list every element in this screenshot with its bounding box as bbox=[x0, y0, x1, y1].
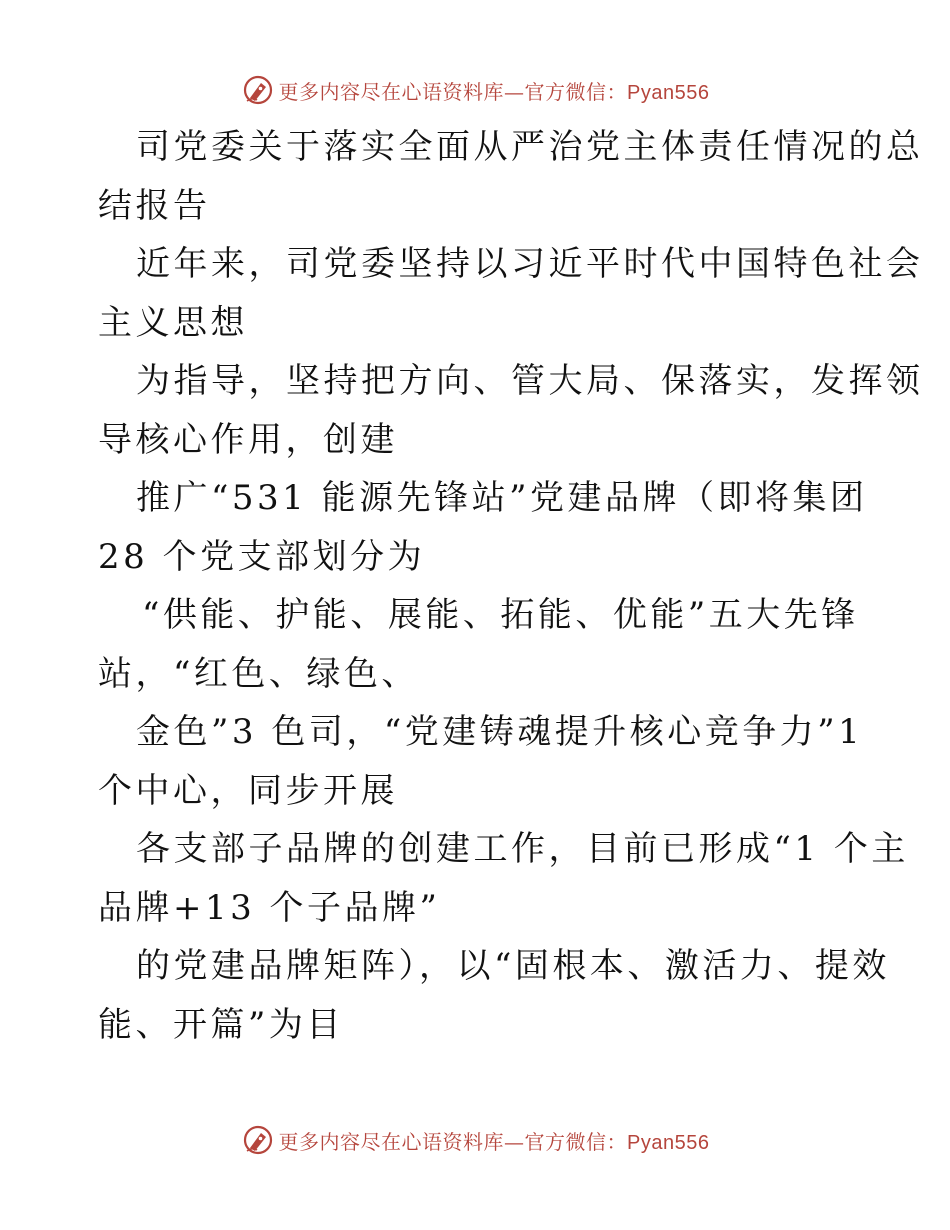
pen-nib-logo-icon bbox=[241, 73, 275, 107]
header-watermark-text bbox=[279, 76, 710, 105]
body-line-11: 金色”3 色司，“党建铸魂提升核心竞争力”1 bbox=[136, 712, 864, 752]
body-line-3: 近年来，司党委坚持以习近平时代中国特色社会 bbox=[136, 244, 924, 284]
body-line-8: 28 个党支部划分为 bbox=[98, 536, 426, 577]
footer-watermark-contact-value: Pyan556 bbox=[627, 1131, 710, 1154]
body-line-9: “供能、护能、展能、拓能、优能”五大先锋 bbox=[142, 595, 859, 635]
footer-watermark-separator: — bbox=[504, 1129, 525, 1154]
body-line-16: 能、开篇”为目 bbox=[98, 1004, 344, 1045]
header-watermark-title: 更多内容尽在心语资料库 bbox=[278, 79, 505, 104]
body-line-2: 结报告 bbox=[98, 185, 211, 226]
body-line-4: 主义思想 bbox=[98, 302, 248, 343]
footer-watermark-title: 更多内容尽在心语资料库 bbox=[278, 1129, 505, 1154]
footer-watermark-contact-label: 官方微信： bbox=[524, 1129, 628, 1154]
header-watermark-contact-label: 官方微信： bbox=[524, 79, 628, 104]
body-line-7: 推广“531 能源先锋站”党建品牌（即将集团 bbox=[136, 478, 868, 518]
body-line-1: 司党委关于落实全面从严治党主体责任情况的总 bbox=[136, 127, 924, 167]
document-body bbox=[98, 118, 924, 1054]
footer-watermark-banner bbox=[0, 1120, 950, 1160]
body-line-14: 品牌+13 个子品牌” bbox=[98, 887, 441, 928]
footer-watermark-text bbox=[279, 1126, 710, 1155]
body-line-6: 导核心作用，创建 bbox=[98, 419, 398, 460]
body-line-12: 个中心，同步开展 bbox=[98, 770, 398, 811]
header-watermark-banner bbox=[0, 70, 950, 110]
header-watermark-contact-value: Pyan556 bbox=[627, 81, 710, 104]
header-watermark-separator: — bbox=[504, 79, 525, 104]
body-line-15: 的党建品牌矩阵），以“固根本、激活力、提效 bbox=[136, 946, 890, 986]
pen-nib-logo-icon bbox=[241, 1123, 275, 1157]
body-line-10: 站，“红色、绿色、 bbox=[98, 653, 419, 694]
body-line-13: 各支部子品牌的创建工作，目前已形成“1 个主 bbox=[136, 829, 909, 869]
body-line-5: 为指导，坚持把方向、管大局、保落实，发挥领 bbox=[136, 361, 924, 401]
